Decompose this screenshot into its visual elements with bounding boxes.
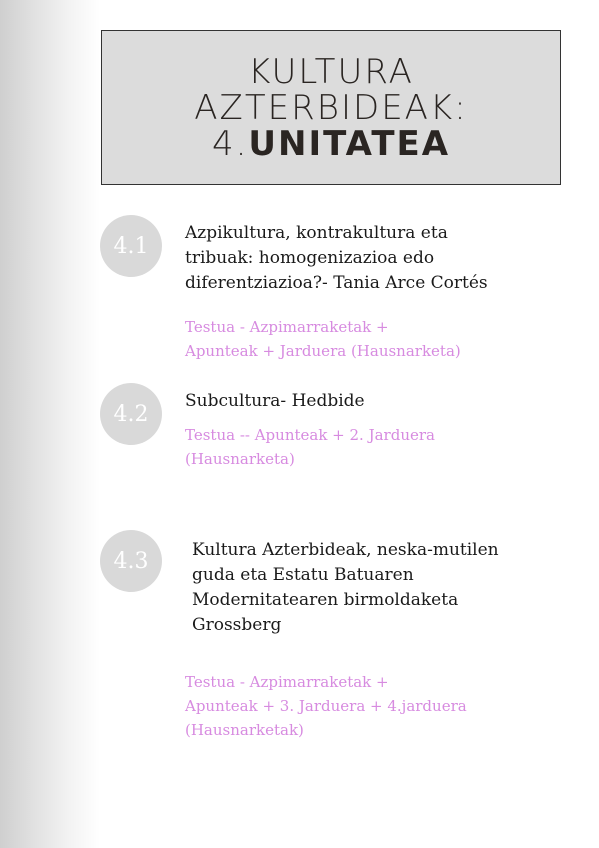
section-heading-line: Grossberg xyxy=(192,615,282,635)
section-materials-line: Apunteak + Jarduera (Hausnarketa) xyxy=(185,342,461,360)
section-materials-line: Testua -- Apunteak + 2. Jarduera xyxy=(185,426,435,444)
section-heading-line: tribuak: homogenizazioa edo xyxy=(185,248,435,268)
section-materials-line: Testua - Azpimarraketak + xyxy=(185,318,389,336)
section-heading-line: guda eta Estatu Batuaren xyxy=(192,565,414,585)
section-heading-line: Kultura Azterbideak, neska-mutilen xyxy=(192,540,499,560)
section-number-badge: 4.1 xyxy=(100,215,162,277)
section-number-badge: 4.3 xyxy=(100,530,162,592)
section-heading xyxy=(185,221,488,296)
section-heading-line: Subcultura- Hedbide xyxy=(185,391,365,411)
section-heading-line: diferentziazioa?- Tania Arce Cortés xyxy=(185,273,488,293)
section-materials-line: Apunteak + 3. Jarduera + 4.jarduera xyxy=(185,697,467,715)
section-materials-line: (Hausnarketa) xyxy=(185,450,295,468)
section-materials xyxy=(185,423,435,471)
section-materials-line: Testua - Azpimarraketak + xyxy=(185,673,389,691)
title-box xyxy=(101,30,561,185)
title-line-2: AZTERBIDEAK: xyxy=(194,87,468,128)
section-heading xyxy=(185,389,365,414)
section-heading-line: Modernitatearen birmoldaketa xyxy=(192,590,459,610)
section-heading xyxy=(192,538,499,638)
section-heading-line: Azpikultura, kontrakultura eta xyxy=(185,223,448,243)
title-unit-number: 4. xyxy=(211,123,249,164)
title-line-1: KULTURA xyxy=(248,51,414,92)
section-materials xyxy=(185,670,467,742)
section-materials-line: (Hausnarketak) xyxy=(185,721,304,739)
title-line-3 xyxy=(211,123,451,164)
section-materials xyxy=(185,315,461,363)
title-unit-word: UNITATEA xyxy=(248,123,451,164)
section-number-badge: 4.2 xyxy=(100,383,162,445)
